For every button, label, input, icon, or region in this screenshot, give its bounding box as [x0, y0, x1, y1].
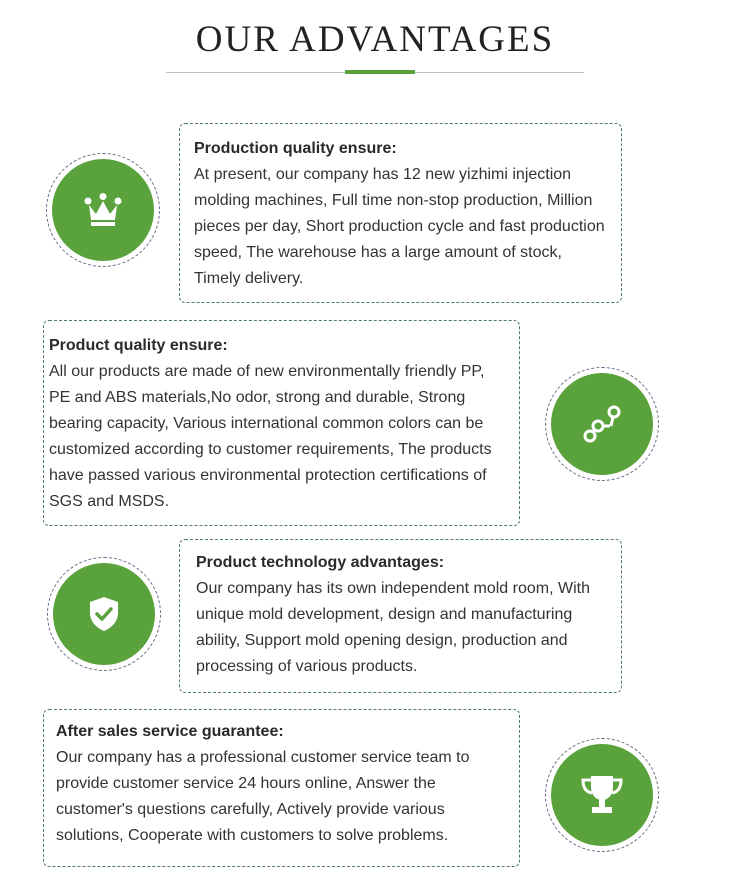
crown-icon [83, 192, 123, 228]
card-body: At present, our company has 12 new yizhimi injection molding machines, Full time non-stop production, Million pieces per day, Short production cycle and fast production speed, The warehouse has a large amount of stock, Timely delivery. [194, 166, 605, 287]
trophy-icon [580, 773, 624, 817]
card-heading: Product quality ensure: [49, 337, 228, 354]
card-body: All our products are made of new environmentally friendly PP, PE and ABS materials,No odor, strong and durable, Strong bearing capacity, Various international common colors can be customized according to customer requirements, The products have passed various environmental protection certifications of SGS and MSDS. [49, 363, 492, 510]
card-heading: Product technology advantages: [196, 554, 445, 571]
crown-badge [46, 153, 160, 267]
connected-nodes-badge [545, 367, 659, 481]
trophy-badge [545, 738, 659, 852]
card-body: Our company has its own independent mold room, With unique mold development, design and manufacturing ability, Support mold opening design, production and processing of various products. [196, 580, 590, 675]
connected-nodes-icon [582, 404, 622, 444]
advantage-card-product-quality [43, 320, 520, 526]
shield-check-icon [87, 595, 121, 633]
advantage-card-technology [179, 539, 622, 693]
advantage-card-after-sales [43, 709, 520, 867]
title-accent-bar [345, 70, 415, 74]
advantage-card-production [179, 123, 622, 303]
card-heading: Production quality ensure: [194, 140, 397, 157]
shield-badge [47, 557, 161, 671]
card-body: Our company has a professional customer service team to provide customer service 24 hours online, Answer the customer's questions carefully, Actively provide various solutions, Cooperate with customers to solve problems. [56, 749, 470, 844]
page-title: OUR ADVANTAGES [195, 19, 555, 60]
card-heading: After sales service guarantee: [56, 723, 284, 740]
